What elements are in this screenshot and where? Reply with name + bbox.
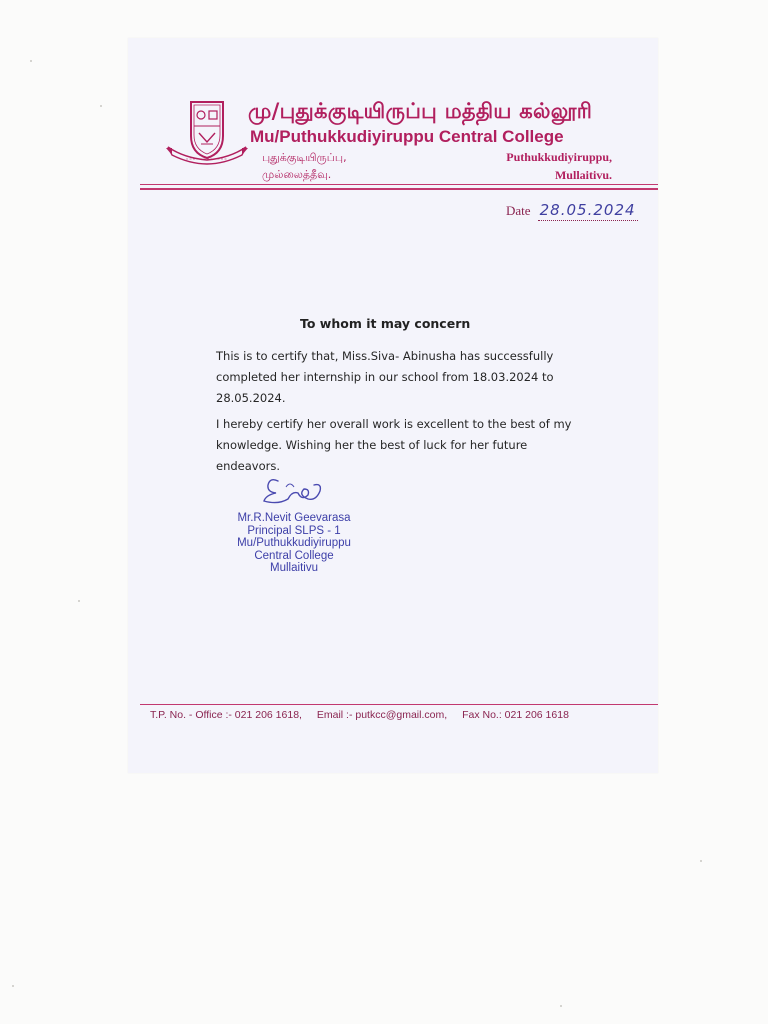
stamp-line: Mu/Puthukkudiyiruppu [237,537,351,549]
footer-email: Email :- putkcc@gmail.com, [316,709,448,721]
address-tamil-line: முல்லைத்தீவு. [262,168,332,181]
stamp-line: Mr.R.Nevit Geevarasa [237,512,351,524]
letterhead-divider [140,184,658,185]
date-field [506,200,638,219]
scan-speck [30,60,32,62]
address-tamil-line: புதுக்குடியிருப்பு, [262,151,347,164]
letter-subject: To whom it may concern [300,316,471,331]
footer-phone: T.P. No. - Office :- 021 206 1618, [150,709,302,721]
stamp-line: Mullaitivu [270,562,318,574]
stamp-line: Central College [254,549,334,562]
address-english-line: Puthukkudiyiruppu, [506,150,612,164]
scan-speck [78,600,80,602]
scan-speck [12,985,14,987]
address-tamil [262,149,347,183]
college-crest-icon [164,98,250,168]
college-name-english: Mu/Puthukkudiyiruppu Central College [250,127,564,146]
certificate-paragraph: This is to certify that, Miss.Siva- Abinusha has successfully completed her internship in our school from 18.03.2024 to 28.05.2024. [216,349,554,405]
letter-page [128,38,658,773]
date-value: 28.05.2024 [539,201,636,219]
contact-footer [150,709,658,721]
scan-speck [700,860,702,862]
footer-divider [140,704,658,705]
date-label: Date [506,203,531,218]
recommendation-paragraph: I hereby certify her overall work is excellent to the best of my knowledge. Wishing her the best of luck for her future endeavors. [216,417,572,473]
letterhead-divider [140,188,658,190]
signature-icon [258,475,328,505]
stamp-line: Principal SLPS - 1 [247,524,341,537]
scan-speck [560,1005,562,1007]
college-name-tamil: மு/புதுக்குடியிருப்பு மத்திய கல்லூரி [248,99,593,123]
scan-speck [100,105,102,107]
address-english [462,148,612,184]
address-english-line: Mullaitivu. [554,168,612,182]
principal-stamp [224,512,364,575]
footer-fax: Fax No.: 021 206 1618 [462,709,569,721]
